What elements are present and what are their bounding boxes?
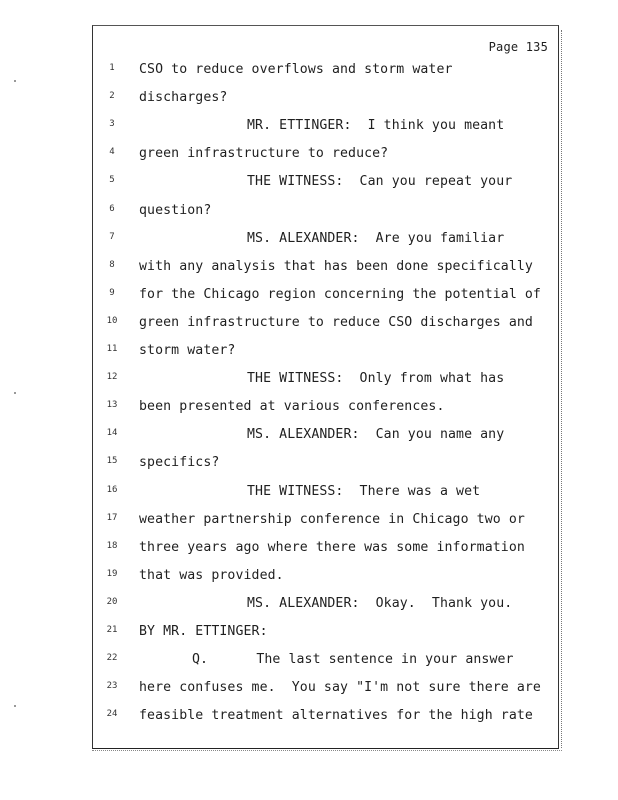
line-text: storm water?: [139, 343, 236, 358]
line-text: been presented at various conferences.: [139, 399, 445, 415]
transcript-line: [92, 313, 552, 333]
scan-speck: [14, 705, 16, 707]
line-number: 16: [106, 484, 118, 495]
line-text: green infrastructure to reduce?: [139, 146, 389, 162]
line-number: 2: [109, 91, 115, 102]
line-text: for the Chicago region concerning the potential of: [139, 286, 541, 302]
line-text: MS. ALEXANDER: Can you name any: [247, 427, 505, 443]
transcript-line: [92, 482, 552, 502]
transcript-line: [92, 538, 552, 558]
transcript-line: [92, 369, 552, 389]
transcript-line: [92, 397, 552, 417]
line-number: 8: [109, 259, 115, 270]
line-text: feasible treatment alternatives for the high rate: [139, 708, 533, 724]
line-number: 4: [109, 147, 115, 158]
line-number: 22: [106, 653, 118, 664]
transcript-line: [92, 706, 552, 726]
line-text: MS. ALEXANDER: Okay. Thank you.: [247, 595, 513, 611]
line-number: 10: [106, 315, 118, 326]
line-text: Q. The last sentence in your answer: [192, 652, 514, 668]
line-number: 11: [106, 344, 118, 354]
transcript-line: [92, 594, 552, 614]
line-number: 6: [109, 203, 115, 214]
transcript-line: [92, 229, 552, 249]
transcript-line: [92, 60, 552, 80]
transcript-line: [92, 172, 552, 192]
transcript-line: [92, 257, 552, 277]
line-text: here confuses me. You say "I'm not sure there are: [139, 680, 541, 696]
line-number: 14: [106, 428, 118, 439]
line-number: 17: [106, 512, 118, 523]
page-bottom-dotted-line: [92, 750, 562, 751]
line-text: that was provided.: [139, 567, 284, 583]
transcript-line: [92, 88, 552, 108]
line-number: 1: [109, 63, 115, 73]
line-number: 15: [106, 456, 118, 467]
transcript-line: [92, 285, 552, 305]
line-number: 9: [109, 287, 115, 298]
scan-speck: [14, 392, 16, 394]
line-number: 20: [106, 596, 118, 607]
line-number: 18: [106, 540, 118, 551]
transcript-line: [92, 201, 552, 221]
transcript-line: [92, 566, 552, 586]
line-text: with any analysis that has been done specifically: [139, 258, 533, 274]
line-number: 13: [106, 400, 118, 411]
transcript-line: [92, 425, 552, 445]
line-number: 7: [109, 231, 115, 242]
line-text: weather partnership conference in Chicago two or: [139, 511, 525, 527]
line-text: THE WITNESS: Only from what has: [247, 371, 505, 387]
line-text: CSO to reduce overflows and storm water: [139, 62, 453, 77]
line-number: 21: [106, 625, 118, 635]
transcript-line: [92, 144, 552, 164]
transcript-line: [92, 341, 552, 361]
transcript-line: [92, 678, 552, 698]
line-text: question?: [139, 202, 212, 218]
transcript-line: [92, 116, 552, 136]
line-number: 23: [106, 681, 118, 692]
line-text: three years ago where there was some information: [139, 539, 525, 555]
line-text: BY MR. ETTINGER:: [139, 624, 268, 639]
line-text: MR. ETTINGER: I think you meant: [247, 118, 505, 134]
line-text: THE WITNESS: Can you repeat your: [247, 174, 513, 190]
line-number: 24: [106, 709, 118, 720]
line-number: 3: [109, 119, 115, 130]
transcript-line: [92, 622, 552, 642]
line-number: 5: [109, 175, 115, 186]
transcript-line: [92, 650, 552, 670]
transcript-line: [92, 453, 552, 473]
line-number: 19: [106, 568, 118, 579]
line-text: THE WITNESS: There was a wet: [247, 483, 481, 499]
page-edge-dotted-line: [561, 30, 562, 748]
line-text: discharges?: [139, 90, 228, 106]
page-number: Page 135: [488, 40, 548, 54]
line-number: 12: [106, 372, 118, 383]
line-text: MS. ALEXANDER: Are you familiar: [247, 230, 505, 246]
transcript-line: [92, 510, 552, 530]
line-text: specifics?: [139, 455, 220, 471]
scan-speck: [14, 80, 16, 82]
line-text: green infrastructure to reduce CSO discharges and: [139, 314, 533, 330]
